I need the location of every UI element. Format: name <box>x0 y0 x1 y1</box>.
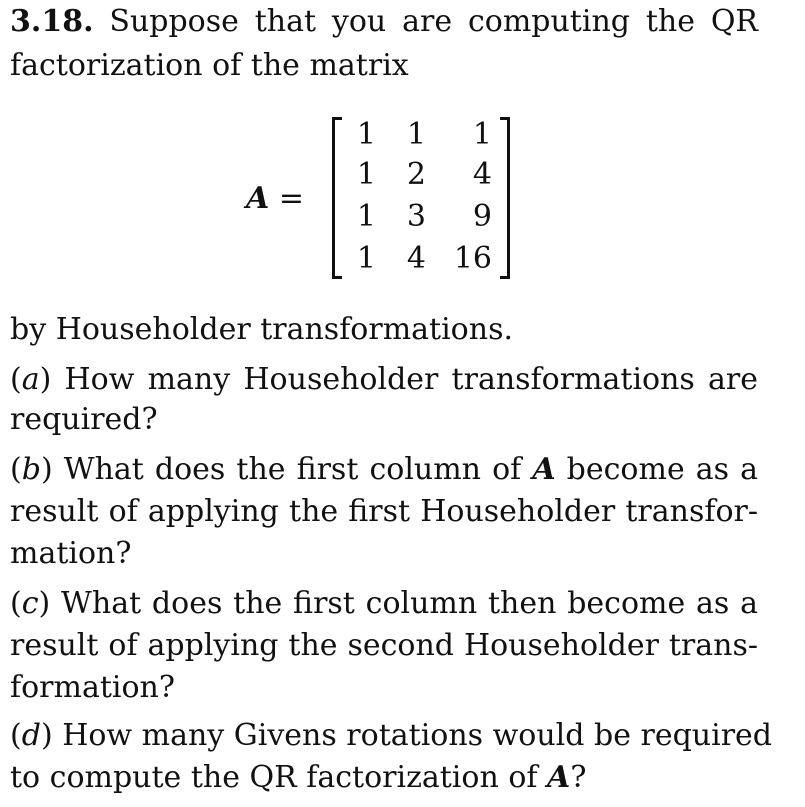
problem-intro-line-1 <box>10 2 758 42</box>
part-d-symbol: A <box>547 760 571 795</box>
equals-sign: = <box>278 181 304 216</box>
part-d-text-2-pre: to compute the QR factorization of <box>10 760 538 795</box>
part-d-question-mark: ? <box>570 760 587 795</box>
intro-text-1: Suppose that you are computing the QR <box>109 4 758 39</box>
part-a-text-1: How many Householder transformations are <box>64 362 758 397</box>
part-b-symbol: A <box>532 452 556 487</box>
part-a-text-2: required? <box>10 402 158 437</box>
intro-text-2: factorization of the matrix <box>10 48 409 83</box>
part-d-letter: d <box>21 718 41 753</box>
matrix-cell: 1 <box>406 117 426 152</box>
part-b-label: (b) <box>10 452 53 487</box>
matrix-cell: 4 <box>406 241 426 276</box>
matrix-cell: 1 <box>356 157 376 192</box>
part-d-label: (d) <box>10 718 53 753</box>
matrix-lhs <box>246 179 304 219</box>
after-matrix-label: by Householder transformations. <box>10 312 513 347</box>
part-c-letter: c <box>21 586 39 621</box>
right-bracket <box>500 117 510 279</box>
part-c-line-1 <box>10 584 758 624</box>
problem-intro-line-2 <box>10 46 409 86</box>
matrix-cell: 1 <box>356 199 376 234</box>
part-c-text-3: formation? <box>10 670 175 705</box>
after-matrix-text <box>10 310 513 350</box>
part-b-text-3: mation? <box>10 536 132 571</box>
problem-number: 3.18. <box>10 4 94 39</box>
part-c-label: (c) <box>10 586 51 621</box>
matrix-cell: 1 <box>356 117 376 152</box>
part-b-text-1-post: become as a <box>566 452 758 487</box>
part-d-line-2 <box>10 758 586 798</box>
matrix-cell: 4 <box>472 157 492 192</box>
matrix-cell: 9 <box>472 199 492 234</box>
part-c-line-3 <box>10 668 175 708</box>
part-a-line-1 <box>10 360 758 400</box>
part-a-letter: a <box>21 362 40 397</box>
part-b-line-1 <box>10 450 758 490</box>
matrix-cell: 1 <box>472 117 492 152</box>
part-c-line-2 <box>10 626 758 666</box>
part-d-line-1 <box>10 716 773 756</box>
matrix-cell: 3 <box>406 199 426 234</box>
part-a-line-2 <box>10 400 158 440</box>
matrix-cell: 16 <box>453 241 492 276</box>
part-c-text-1: What does the first column then become as a <box>61 586 758 621</box>
part-b-text-1-pre: What does the first column of <box>63 452 522 487</box>
part-b-letter: b <box>21 452 41 487</box>
part-b-line-3 <box>10 534 131 574</box>
part-d-text-1: How many Givens rotations would be required <box>62 718 773 753</box>
part-b-line-2 <box>10 492 758 532</box>
part-b-text-2: result of applying the first Householder transfor- <box>10 494 758 529</box>
part-c-text-2: result of applying the second Householder trans- <box>10 628 758 663</box>
matrix-symbol: A <box>246 181 270 216</box>
part-a-label: (a) <box>10 362 52 397</box>
matrix-cell: 1 <box>356 241 376 276</box>
matrix-cell: 2 <box>406 157 426 192</box>
matrix-equation <box>246 115 526 285</box>
